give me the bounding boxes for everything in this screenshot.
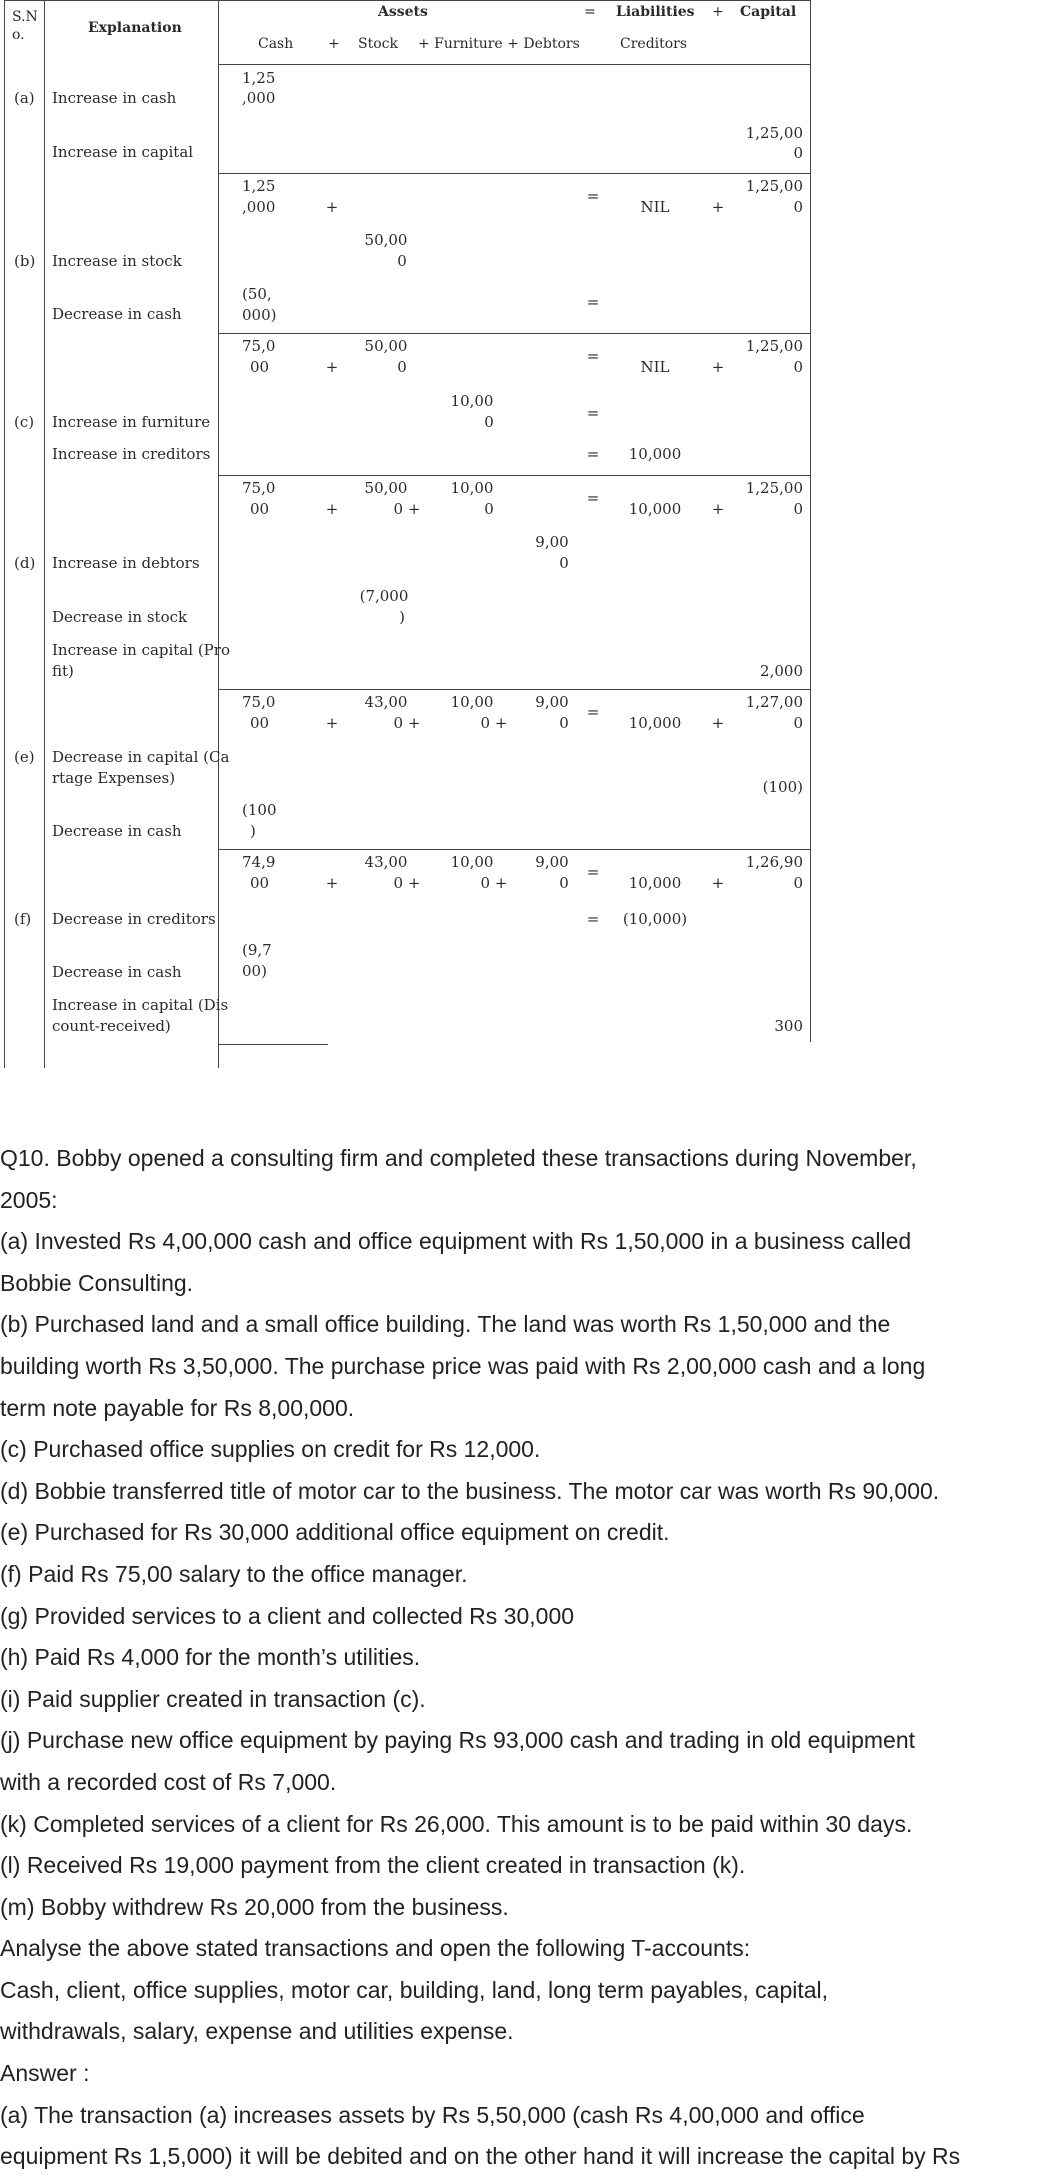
table-cell: (b) — [14, 252, 36, 270]
table-cell: fit) — [52, 662, 74, 680]
table-cell: (c) — [14, 413, 35, 431]
question-line: (i) Paid supplier created in transaction (c). — [0, 1685, 426, 1712]
table-cell: 0 + — [393, 500, 421, 518]
table-cell: count-received) — [52, 1017, 171, 1035]
subheader-stock: Stock — [358, 36, 398, 52]
table-cell: 0 — [793, 874, 803, 892]
table-cell: 1,25,00 — [745, 177, 803, 195]
table-cell: (d) — [14, 554, 36, 572]
table-cell: 0 — [484, 500, 494, 518]
table-cell: + — [325, 358, 339, 376]
table-cell: 9,00 — [535, 853, 569, 871]
table-cell: + — [711, 500, 725, 518]
table-bottom-stub — [218, 1044, 328, 1045]
header-capital: Capital — [740, 4, 797, 20]
subtotal-line — [218, 689, 810, 690]
table-cell: Increase in furniture — [52, 413, 211, 431]
table-cell: 9,00 — [535, 533, 569, 551]
question-text — [0, 1138, 1048, 2178]
table-cell: (100) — [762, 778, 803, 796]
table-cell: 10,000 — [628, 714, 682, 732]
table-cell: + — [325, 500, 339, 518]
table-cell: ) — [250, 822, 256, 840]
table-cell: + — [711, 358, 725, 376]
table-cell: 75,0 — [242, 693, 276, 711]
header-equals: = — [584, 4, 596, 20]
question-line: (b) Purchased land and a small office building. The land was worth Rs 1,50,000 and the — [0, 1311, 891, 1338]
table-cell: rtage Expenses) — [52, 769, 176, 787]
table-cell: 50,00 — [364, 231, 408, 249]
question-line: (a) The transaction (a) increases assets by Rs 5,50,000 (cash Rs 4,00,000 and office — [0, 2101, 865, 2128]
table-cell: ,000 — [242, 198, 276, 216]
table-cell: = — [586, 489, 600, 507]
question-line: (a) Invested Rs 4,00,000 cash and office equipment with Rs 1,50,000 in a business called — [0, 1228, 912, 1255]
subtotal-line — [218, 173, 810, 174]
table-cell: Decrease in cash — [52, 822, 182, 840]
table-cell: 1,25,00 — [745, 479, 803, 497]
table-cell: 0 — [793, 358, 803, 376]
table-cell: = — [586, 863, 600, 881]
table-cell: 50,00 — [364, 337, 408, 355]
table-cell: 2,000 — [760, 662, 803, 680]
table-cell: Increase in capital (Dis — [52, 996, 229, 1014]
question-line: Analyse the above stated transactions and open the following T-accounts: — [0, 1935, 751, 1962]
table-cell: Increase in creditors — [52, 445, 211, 463]
table-cell: 1,27,00 — [745, 693, 803, 711]
table-cell: + — [711, 198, 725, 216]
table-border-left — [4, 0, 5, 1068]
header-sno-line2: o. — [12, 27, 25, 43]
table-cell: (a) — [14, 89, 35, 107]
table-cell: Decrease in cash — [52, 305, 182, 323]
table-cell: 000) — [242, 306, 277, 324]
table-cell: 0 — [559, 874, 569, 892]
table-cell: 0 — [484, 413, 494, 431]
question-line: withdrawals, salary, expense and utilities expense. — [0, 2018, 514, 2045]
table-cell: Increase in debtors — [52, 554, 200, 572]
question-line: (d) Bobbie transferred title of motor car to the business. The motor car was worth Rs 90,000. — [0, 1477, 940, 1504]
question-line: (g) Provided services to a client and collected Rs 30,000 — [0, 1602, 575, 1629]
table-cell: (9,7 — [242, 941, 272, 959]
table-cell: 1,25,00 — [745, 124, 803, 142]
table-cell: ) — [399, 608, 405, 626]
table-cell: NIL — [640, 358, 670, 376]
table-cell: 74,9 — [242, 853, 276, 871]
table-cell: 1,25 — [242, 69, 276, 87]
table-cell: 0 + — [480, 874, 508, 892]
table-cell: 0 — [793, 198, 803, 216]
table-cell: (f) — [14, 910, 32, 928]
question-line: Cash, client, office supplies, motor car, building, land, long term payables, capital, — [0, 1976, 829, 2003]
table-cell: (e) — [14, 748, 35, 766]
table-cell: 10,000 — [628, 500, 682, 518]
question-line: (c) Purchased office supplies on credit for Rs 12,000. — [0, 1436, 541, 1463]
table-cell: 0 + — [480, 714, 508, 732]
question-line: (m) Bobby withdrew Rs 20,000 from the business. — [0, 1893, 509, 1920]
table-cell: 10,00 — [450, 392, 494, 410]
header-underline — [218, 64, 810, 65]
table-cell: 75,0 — [242, 479, 276, 497]
table-cell: Decrease in cash — [52, 963, 182, 981]
table-cell: Increase in capital (Pro — [52, 641, 230, 659]
table-cell: 0 + — [393, 714, 421, 732]
question-line: term note payable for Rs 8,00,000. — [0, 1394, 355, 1421]
table-cell: ,000 — [242, 89, 276, 107]
table-cell: 300 — [774, 1017, 803, 1035]
table-cell: = — [586, 404, 600, 422]
table-cell: 00 — [250, 500, 270, 518]
table-cell: 9,00 — [535, 693, 569, 711]
table-cell: 75,0 — [242, 337, 276, 355]
table-cell: = — [586, 347, 600, 365]
question-line: equipment Rs 1,5,000) it will be debited and on the other hand it will increase the capital by Rs — [0, 2143, 961, 2170]
question-line: (l) Received Rs 19,000 payment from the client created in transaction (k). — [0, 1852, 746, 1879]
table-cell: 1,25,00 — [745, 337, 803, 355]
table-cell: 00) — [242, 962, 267, 980]
table-cell: 00 — [250, 874, 270, 892]
table-cell: (100 — [242, 801, 277, 819]
table-cell: = — [586, 293, 600, 311]
table-cell: Increase in cash — [52, 89, 177, 107]
header-sno — [12, 8, 38, 44]
table-cell: + — [325, 714, 339, 732]
subtotal-line — [218, 475, 810, 476]
table-cell: 50,00 — [364, 479, 408, 497]
accounting-equation-table — [0, 0, 820, 1075]
table-cell: 0 — [559, 554, 569, 572]
question-line: (h) Paid Rs 4,000 for the month’s utilities. — [0, 1644, 421, 1671]
table-cell: Decrease in stock — [52, 608, 188, 626]
question-line: (j) Purchase new office equipment by paying Rs 93,000 cash and trading in old equipment — [0, 1727, 916, 1754]
subtotal-line — [218, 333, 810, 334]
subtotal-line — [218, 849, 810, 850]
question-line: (k) Completed services of a client for Rs 26,000. This amount is to be paid within 30 days. — [0, 1810, 913, 1837]
table-cell: 10,000 — [628, 445, 682, 463]
question-line: Q10. Bobby opened a consulting firm and completed these transactions during November, — [0, 1145, 917, 1171]
question-line: (f) Paid Rs 75,00 salary to the office manager. — [0, 1560, 468, 1587]
table-cell: 0 — [793, 144, 803, 162]
table-cell: 1,26,90 — [745, 853, 803, 871]
table-cell: 00 — [250, 714, 270, 732]
table-cell: + — [711, 874, 725, 892]
table-cell: Decrease in capital (Ca — [52, 748, 230, 766]
question-line: 2005: — [0, 1186, 58, 1213]
question-line: building worth Rs 3,50,000. The purchase price was paid with Rs 2,00,000 cash and a long — [0, 1352, 926, 1379]
table-cell: NIL — [640, 198, 670, 216]
table-cell: 43,00 — [364, 693, 408, 711]
table-cell: 0 — [793, 714, 803, 732]
subheader-furniture-debtors: + Furniture + Debtors — [418, 36, 580, 52]
table-cell: + — [325, 198, 339, 216]
table-cell: (10,000) — [622, 910, 688, 928]
table-cell: 0 + — [393, 874, 421, 892]
header-sno-line1: S.N — [12, 9, 38, 25]
table-border-right — [810, 0, 811, 1042]
table-cell: Increase in stock — [52, 252, 182, 270]
table-border-top — [4, 0, 810, 1]
table-cell: + — [325, 874, 339, 892]
table-cell: 0 — [397, 358, 407, 376]
table-cell: (50, — [242, 285, 272, 303]
header-plus: + — [712, 4, 724, 20]
subheader-cash: Cash — [258, 36, 294, 52]
header-assets: Assets — [378, 4, 428, 20]
question-line: Answer : — [0, 2060, 90, 2087]
question-line: with a recorded cost of Rs 7,000. — [0, 1768, 337, 1795]
table-column-divider — [44, 0, 45, 1068]
table-cell: 10,000 — [628, 874, 682, 892]
table-cell: = — [586, 703, 600, 721]
table-cell: (7,000 — [359, 587, 409, 605]
question-line: Bobbie Consulting. — [0, 1269, 194, 1296]
subheader-creditors: Creditors — [620, 36, 688, 52]
table-cell: 10,00 — [450, 693, 494, 711]
header-explanation: Explanation — [88, 20, 182, 36]
table-cell: Decrease in creditors — [52, 910, 216, 928]
subheader-plus: + — [328, 36, 340, 52]
table-cell: 1,25 — [242, 177, 276, 195]
question-line: (e) Purchased for Rs 30,000 additional office equipment on credit. — [0, 1519, 670, 1546]
header-liabilities: Liabilities — [616, 4, 695, 20]
table-cell: Increase in capital — [52, 143, 194, 161]
table-cell: 00 — [250, 358, 270, 376]
table-cell: = — [586, 187, 600, 205]
table-cell: 10,00 — [450, 853, 494, 871]
table-cell: 43,00 — [364, 853, 408, 871]
table-cell: 0 — [397, 252, 407, 270]
table-column-divider — [218, 0, 219, 1068]
table-cell: = — [586, 445, 600, 463]
table-cell: 10,00 — [450, 479, 494, 497]
table-cell: 0 — [793, 500, 803, 518]
table-cell: = — [586, 910, 600, 928]
table-cell: 0 — [559, 714, 569, 732]
table-cell: + — [711, 714, 725, 732]
